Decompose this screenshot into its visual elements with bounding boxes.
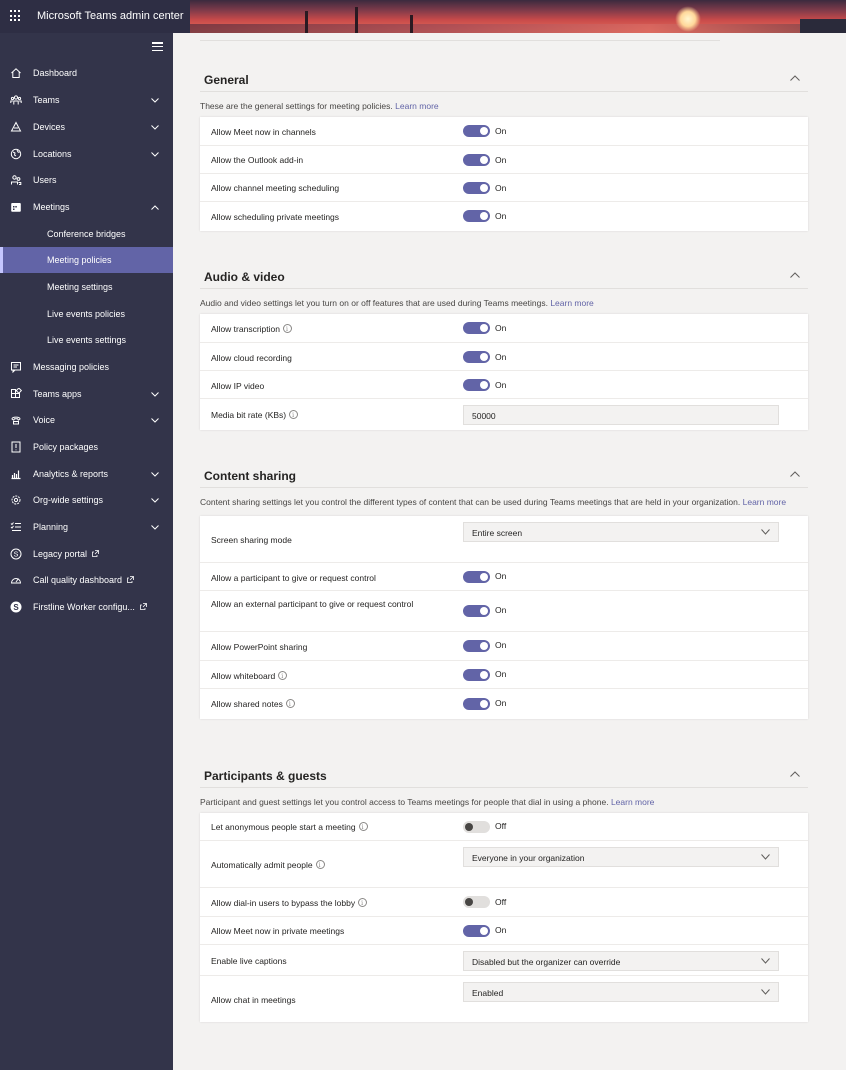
setting-row: Allow IP video On	[200, 371, 808, 399]
toggle-switch[interactable]	[463, 322, 490, 334]
sidebar-item-call-quality-dashboard[interactable]: Call quality dashboard	[0, 567, 173, 593]
info-icon[interactable]	[286, 699, 295, 708]
chevron-down-icon[interactable]	[151, 123, 159, 131]
toggle-switch[interactable]	[463, 640, 490, 652]
toggle-switch[interactable]	[463, 154, 490, 166]
sidebar-item-teams-apps[interactable]: Teams apps	[0, 381, 173, 407]
external-link-icon	[127, 575, 134, 585]
toggle-switch[interactable]	[463, 698, 490, 710]
section-audio-video	[200, 263, 808, 430]
chevron-down-icon[interactable]	[151, 150, 159, 158]
external-link-icon	[140, 602, 147, 612]
sidebar-item-legacy-portal[interactable]: S Legacy portal	[0, 541, 173, 567]
sidebar-item-live-events-policies[interactable]: Live events policies	[47, 309, 126, 319]
chevron-down-icon	[761, 529, 770, 535]
sidebar-item-analytics-reports[interactable]: Analytics & reports	[0, 461, 173, 487]
chart-icon	[10, 468, 22, 480]
section-title: Content sharing	[204, 469, 296, 483]
setting-row: Allow dial-in users to bypass the lobbyi Off	[200, 888, 808, 917]
setting-row: Allow cloud recording On	[200, 343, 808, 371]
setting-row: Screen sharing mode Entire screen	[200, 516, 808, 563]
toggle-switch[interactable]	[463, 571, 490, 583]
chevron-up-icon[interactable]	[790, 770, 800, 778]
chevron-down-icon	[761, 989, 770, 995]
app-title: Microsoft Teams admin center	[37, 10, 184, 22]
sidebar-item-planning[interactable]: Planning	[0, 514, 173, 540]
main-content	[173, 33, 846, 1070]
sidebar-item-org-wide-settings[interactable]: Org-wide settings	[0, 487, 173, 513]
learn-more-link[interactable]: Learn more	[610, 797, 655, 807]
chevron-down-icon[interactable]	[151, 496, 159, 504]
sidebar-item-locations[interactable]: Locations	[0, 141, 173, 167]
svg-text:S: S	[13, 551, 19, 559]
section-participants-guests	[200, 762, 808, 1022]
sidebar-item-meetings[interactable]: Meetings	[0, 194, 173, 220]
sidebar-item-teams[interactable]: Teams	[0, 87, 173, 113]
setting-row: Media bit rate (KBs)i 50000	[200, 399, 808, 430]
package-icon	[10, 441, 22, 453]
setting-row: Allow Meet now in channels On	[200, 117, 808, 146]
sidebar-item-live-events-settings[interactable]: Live events settings	[47, 335, 127, 345]
chevron-down-icon[interactable]	[151, 390, 159, 398]
setting-row: Allow the Outlook add-in On	[200, 146, 808, 174]
setting-row: Allow channel meeting scheduling On	[200, 174, 808, 202]
chevron-down-icon[interactable]	[151, 470, 159, 478]
toggle-switch[interactable]	[463, 379, 490, 391]
skype-filled-icon	[10, 601, 22, 613]
divider	[200, 40, 720, 41]
setting-row: Allow an external participant to give or request control On	[200, 591, 808, 632]
learn-more-link[interactable]: Learn more	[395, 101, 439, 111]
sidebar-item-meeting-policies[interactable]: Meeting policies	[0, 247, 173, 273]
automatically-admit-dropdown[interactable]: Everyone in your organization	[463, 847, 779, 867]
toggle-switch[interactable]	[463, 210, 490, 222]
info-icon[interactable]	[278, 671, 287, 680]
setting-row: Allow shared notesi On	[200, 689, 808, 719]
svg-text:S: S	[13, 602, 19, 612]
setting-row: Enable live captions Disabled but the organizer can override	[200, 945, 808, 976]
app-launcher-icon[interactable]	[10, 10, 22, 22]
setting-row: Allow PowerPoint sharing On	[200, 632, 808, 661]
section-header[interactable]	[200, 762, 808, 788]
gear-icon	[10, 494, 22, 506]
top-bar	[0, 0, 846, 33]
header-banner-image	[190, 0, 846, 33]
section-header[interactable]	[200, 66, 808, 92]
toggle-switch[interactable]	[463, 605, 490, 617]
info-icon[interactable]	[359, 822, 368, 831]
chevron-down-icon	[761, 854, 770, 860]
section-title: Participants & guests	[204, 769, 327, 783]
devices-icon	[10, 121, 22, 133]
sidebar-item-policy-packages[interactable]: Policy packages	[0, 434, 173, 460]
calendar-icon	[10, 201, 22, 213]
section-content-sharing	[200, 462, 808, 719]
settings-card	[200, 117, 808, 231]
info-icon[interactable]	[316, 860, 325, 869]
sidebar-item-devices[interactable]: Devices	[0, 114, 173, 140]
toggle-switch[interactable]	[463, 182, 490, 194]
sidebar-item-dashboard[interactable]: Dashboard	[0, 60, 173, 86]
chevron-down-icon[interactable]	[151, 523, 159, 531]
sidebar-item-firstline-worker-configuration[interactable]: S Firstline Worker configu...	[0, 594, 173, 620]
speedometer-icon	[10, 574, 22, 586]
toggle-switch[interactable]	[463, 821, 490, 833]
users-icon	[10, 174, 22, 186]
learn-more-link[interactable]: Learn more	[742, 497, 787, 507]
chevron-down-icon[interactable]	[151, 96, 159, 104]
section-title: General	[204, 73, 249, 87]
media-bit-rate-input[interactable]: 50000	[463, 405, 779, 425]
sidebar-item-voice[interactable]: Voice	[0, 407, 173, 433]
message-icon	[10, 361, 22, 373]
screen-sharing-mode-dropdown[interactable]: Entire screen	[463, 522, 779, 542]
sidebar	[0, 33, 173, 1070]
setting-row: Allow a participant to give or request control On	[200, 563, 808, 591]
home-icon	[10, 67, 22, 79]
external-link-icon	[92, 549, 99, 559]
sidebar-item-meeting-settings[interactable]: Meeting settings	[47, 282, 113, 292]
setting-row: Allow transcriptioni On	[200, 314, 808, 343]
section-description: These are the general settings for meeting policies. Learn more	[200, 101, 439, 111]
setting-row: Allow whiteboardi On	[200, 661, 808, 689]
section-description: Audio and video settings let you turn on or off features that are used during Teams meetings. Learn more	[200, 298, 594, 308]
globe-icon	[10, 148, 22, 160]
setting-row: Allow scheduling private meetings On	[211, 211, 507, 222]
apps-icon	[10, 388, 22, 400]
chevron-up-icon[interactable]	[151, 203, 159, 211]
settings-card	[200, 813, 808, 1022]
info-icon[interactable]	[358, 898, 367, 907]
toggle-switch[interactable]	[463, 125, 490, 137]
checklist-icon	[10, 521, 22, 533]
chevron-down-icon	[761, 958, 770, 964]
setting-row: Allow Meet now in private meetings On	[200, 917, 808, 945]
skype-icon	[10, 548, 22, 560]
teams-icon	[10, 94, 22, 106]
setting-row: Let anonymous people start a meetingi Off	[200, 813, 808, 841]
settings-card	[200, 516, 808, 719]
toggle-switch[interactable]	[463, 925, 490, 937]
section-description: Content sharing settings let you control the different types of content that can be used during Teams meetings that are held in your organization. Learn more	[200, 497, 787, 507]
setting-row: Automatically admit peoplei Everyone in your organization	[200, 841, 808, 888]
section-general	[200, 66, 808, 231]
section-header[interactable]	[200, 263, 808, 289]
info-icon[interactable]	[289, 410, 298, 419]
live-captions-dropdown[interactable]: Disabled but the organizer can override	[463, 951, 779, 971]
chevron-down-icon[interactable]	[151, 416, 159, 424]
section-header[interactable]	[200, 462, 808, 488]
setting-row: Allow chat in meetings Enabled	[200, 976, 808, 1022]
toggle-switch[interactable]	[463, 351, 490, 363]
settings-card	[200, 314, 808, 430]
chevron-up-icon[interactable]	[790, 74, 800, 82]
chevron-up-icon[interactable]	[790, 470, 800, 478]
sidebar-item-messaging-policies[interactable]: Messaging policies	[0, 354, 173, 380]
hamburger-menu-icon[interactable]	[152, 42, 163, 51]
section-title: Audio & video	[204, 270, 285, 284]
chat-in-meetings-dropdown[interactable]: Enabled	[463, 982, 779, 1002]
chevron-up-icon[interactable]	[790, 271, 800, 279]
toggle-switch[interactable]	[463, 896, 490, 908]
phone-icon	[10, 414, 22, 426]
info-icon[interactable]	[283, 324, 292, 333]
sidebar-item-users[interactable]: Users	[0, 167, 173, 193]
learn-more-link[interactable]: Learn more	[550, 298, 594, 308]
section-description: Participant and guest settings let you control access to Teams meetings for people that dial in using a phone. Learn more	[200, 797, 655, 807]
toggle-switch[interactable]	[463, 669, 490, 681]
sidebar-item-conference-bridges[interactable]: Conference bridges	[47, 229, 126, 239]
